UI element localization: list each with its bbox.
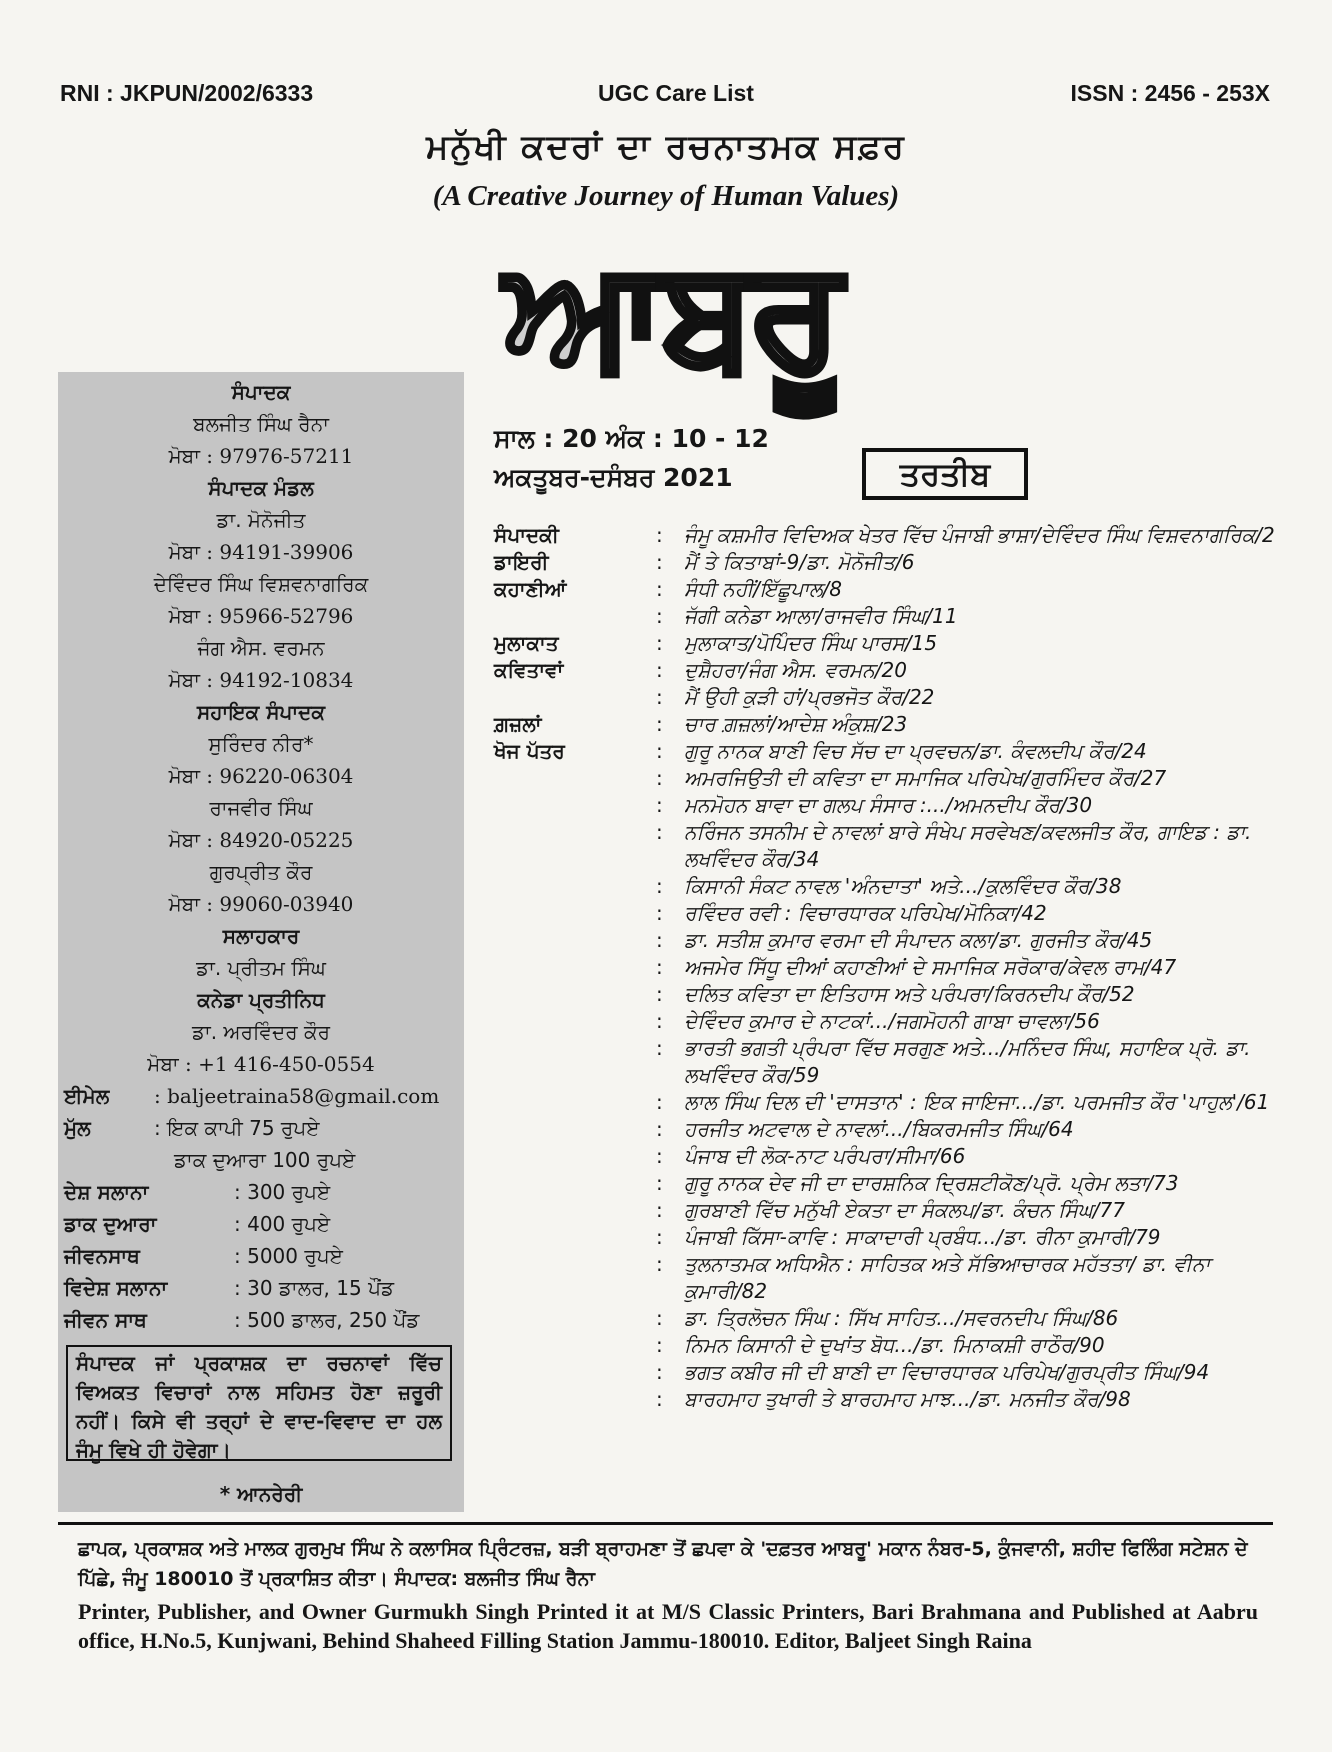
toc-separator: : [656,658,663,682]
toc-separator: : [656,928,663,952]
board-role: ਸੰਪਾਦਕ ਮੰਡਲ [208,476,314,500]
toc-separator: : [656,1360,663,1384]
toc-entry [494,1386,1294,1413]
toc-entry [494,1035,1294,1089]
toc-entry [494,684,1294,711]
toc-item-text: ਬਾਰਹਮਾਹ ਤੁਖਾਰੀ ਤੇ ਬਾਰਹਮਾਹ ਮਾਝ.../ਡਾ. ਮਨਜੀਤ ਕੌਰ/98 [684,1387,1131,1411]
toc-item-text: ਪੰਜਾਬ ਦੀ ਲੋਕ-ਨਾਟ ਪਰੰਪਰਾ/ਸੀਮਾ/66 [684,1144,966,1168]
toc-entry [494,1197,1294,1224]
toc-item-text: ਪੰਜਾਬੀ ਕਿੱਸਾ-ਕਾਵਿ : ਸਾਕਾਦਾਰੀ ਪ੍ਰਬੰਧ.../ਡਾ. ਰੀਨਾ ਕੁਮਾਰੀ/79 [684,1225,1161,1249]
toc-item-text: ਮਨਮੋਹਨ ਬਾਵਾ ਦਾ ਗਲਪ ਸੰਸਾਰ :.../ਅਮਨਦੀਪ ਕੌਰ/30 [684,793,1093,817]
toc-entry [494,1170,1294,1197]
subscription-row [64,1212,330,1236]
toc-item-text: ਚਾਰ ਗ਼ਜ਼ਲਾਂ/ਆਦੇਸ਼ ਅੰਕੁਸ਼/23 [684,712,908,736]
toc-section: ਗ਼ਜ਼ਲਾਂ [494,712,542,736]
toc-entry [494,765,1294,792]
toc-entry [494,954,1294,981]
toc-entry [494,549,1294,576]
toc-entry [494,711,1294,738]
toc-separator: : [656,820,663,844]
assistant-editor-phone: ਮੋਬਾ : 84920-05225 [168,828,354,852]
email-row [64,1084,439,1108]
board-member-phone: ਮੋਬਾ : 95966-52796 [168,604,354,628]
toc-separator: : [656,685,663,709]
toc-separator: : [656,955,663,979]
toc-entry [494,1143,1294,1170]
subscription-value: : 500 ਡਾਲਰ, 250 ਪੌਂਡ [234,1308,420,1332]
english-tagline: (A Creative Journey of Human Values) [432,180,900,212]
toc-separator: : [656,1117,663,1141]
toc-separator: : [656,1144,663,1168]
price-row [64,1116,320,1140]
toc-entry [494,657,1294,684]
toc-item-text: ਦੁਸ਼ੈਹਰਾ/ਜੰਗ ਐਸ. ਵਰਮਨ/20 [684,658,907,682]
toc-separator: : [656,793,663,817]
toc-item-text: ਗੁਰਬਾਣੀ ਵਿੱਚ ਮਨੁੱਖੀ ਏਕਤਾ ਦਾ ਸੰਕਲਪ/ਡਾ. ਕੰਚਨ ਸਿੰਘ/77 [684,1198,1125,1222]
toc-item-text: ਤੁਲਨਾਤਮਕ ਅਧਿਐਨ : ਸਾਹਿਤਕ ਅਤੇ ਸੱਭਿਆਚਾਰਕ ਮਹੱਤਤਾ/ ਡਾ. ਵੀਨਾ ਕੁਮਾਰੀ/82 [684,1252,1211,1303]
assistant-editor-name: ਗੁਰਪ੍ਰੀਤ ਕੌਰ [209,860,313,884]
toc-item-text: ਡਾ. ਸਤੀਸ਼ ਕੁਮਾਰ ਵਰਮਾ ਦੀ ਸੰਪਾਦਨ ਕਲਾ/ਡਾ. ਗੁਰਜੀਤ ਕੌਰ/45 [684,928,1153,952]
subscription-value: : 400 ਰੁਪਏ [234,1212,331,1236]
toc-item-text: ਭਗਤ ਕਬੀਰ ਜੀ ਦੀ ਬਾਣੀ ਦਾ ਵਿਚਾਰਧਾਰਕ ਪਰਿਪੇਖ/ਗੁਰਪ੍ਰੀਤ ਸਿੰਘ/94 [684,1360,1210,1384]
toc-separator: : [656,1009,663,1033]
toc-section: ਸੰਪਾਦਕੀ [494,523,559,547]
contents-heading: ਤਰਤੀਬ [862,448,1028,500]
board-member-name: ਜੰਗ ਐਸ. ਵਰਮਨ [197,636,325,660]
assistant-editor-name: ਸੁਰਿੰਦਰ ਨੀਰ* [208,732,314,756]
toc-separator: : [656,1198,663,1222]
price-label: ਮੁੱਲ [64,1116,91,1140]
toc-entry [494,900,1294,927]
editor-role: ਸੰਪਾਦਕ [231,380,291,404]
toc-item-text: ਅਮਰਜਿਉਤੀ ਦੀ ਕਵਿਤਾ ਦਾ ਸਮਾਜਿਕ ਪਰਿਪੇਖ/ਗੁਰਮਿੰਦਰ ਕੌਰ/27 [684,766,1167,790]
toc-separator: : [656,1225,663,1249]
toc-entry [494,1008,1294,1035]
toc-entry [494,927,1294,954]
editor-name: ਬਲਜੀਤ ਸਿੰਘ ਰੈਨਾ [193,412,329,436]
subscription-row [64,1308,419,1332]
board-member-phone: ਮੋਬਾ : 94191-39906 [168,540,354,564]
table-of-contents [494,522,1294,1413]
toc-entry [494,981,1294,1008]
subscription-label: ਵਿਦੇਸ਼ ਸਲਾਨਾ [64,1276,168,1300]
toc-entry [494,873,1294,900]
toc-separator: : [656,523,663,547]
subscription-value: : 30 ਡਾਲਰ, 15 ਪੌਂਡ [234,1276,394,1300]
toc-item-text: ਨਰਿੰਜਨ ਤਸਨੀਮ ਦੇ ਨਾਵਲਾਂ ਬਾਰੇ ਸੰਖੇਪ ਸਰਵੇਖਣ/ਕਵਲਜੀਤ ਕੌਰ, ਗਾਇਡ : ਡਾ. ਲਖਵਿੰਦਰ ਕੌਰ/34 [684,820,1252,871]
toc-item-text: ਹਰਜੀਤ ਅਟਵਾਲ ਦੇ ਨਾਵਲਾਂ.../ਬਿਕਰਮਜੀਤ ਸਿੰਘ/64 [684,1117,1074,1141]
toc-separator: : [656,1252,663,1276]
toc-separator: : [656,550,663,574]
assistant-editor-phone: ਮੋਬਾ : 96220-06304 [168,764,354,788]
journal-masthead-logo: ਆਬਰੂ [504,228,836,402]
toc-section: ਮੁਲਾਕਾਤ [494,631,559,655]
toc-item-text: ਦੇਵਿੰਦਰ ਕੁਮਾਰ ਦੇ ਨਾਟਕਾਂ.../ਜਗਮੋਹਨੀ ਗਾਬਾ ਚਾਵਲਾ/56 [684,1009,1100,1033]
toc-separator: : [656,901,663,925]
board-member-name: ਦੇਵਿੰਦਰ ਸਿੰਘ ਵਿਸ਼ਵਨਾਗਰਿਕ [153,572,369,596]
toc-item-text: ਲਾਲ ਸਿੰਘ ਦਿਲ ਦੀ 'ਦਾਸਤਾਨ' : ਇਕ ਜਾਇਜਾ.../ਡਾ. ਪਰਮਜੀਤ ਕੌਰ 'ਪਾਹੁਲ'/61 [684,1090,1270,1114]
price-post: ਡਾਕ ਦੁਆਰਾ 100 ਰੁਪਏ [174,1148,356,1172]
subscription-label: ਦੇਸ਼ ਸਲਾਨਾ [64,1180,149,1204]
toc-entry [494,576,1294,603]
issue-date: ਅਕਤੂਬਰ-ਦਸੰਬਰ 2021 [494,463,733,492]
toc-item-text: ਜੱਗੀ ਕਨੇਡਾ ਆਲਾ/ਰਾਜਵੀਰ ਸਿੰਘ/11 [684,604,958,628]
subscription-label: ਡਾਕ ਦੁਆਰਾ [64,1212,157,1236]
toc-separator: : [656,1387,663,1411]
toc-item-text: ਗੁਰੂ ਨਾਨਕ ਬਾਣੀ ਵਿਚ ਸੱਚ ਦਾ ਪ੍ਰਵਚਨ/ਡਾ. ਕੰਵਲਦੀਪ ਕੌਰ/24 [684,739,1147,763]
toc-item-text: ਗੁਰੂ ਨਾਨਕ ਦੇਵ ਜੀ ਦਾ ਦਾਰਸ਼ਨਿਕ ਦ੍ਰਿਸ਼ਟੀਕੋਣ/ਪ੍ਰੋ. ਪ੍ਰੇਮ ਲਤਾ/73 [684,1171,1179,1195]
canada-representative-role: ਕਨੇਡਾ ਪ੍ਰਤੀਨਿਧ [197,988,325,1012]
toc-separator: : [656,1306,663,1330]
toc-section: ਕਵਿਤਾਵਾਂ [494,658,564,682]
toc-entry [494,1251,1294,1305]
toc-item-text: ਸੰਧੀ ਨਹੀਂ/ਇੱਛੂਪਾਲ/8 [684,577,842,601]
toc-separator: : [656,712,663,736]
toc-entry [494,1305,1294,1332]
toc-item-text: ਮੈਂ ਉਹੀ ਕੁੜੀ ਹਾਂ/ਪ੍ਰਭਜੋਤ ਕੌਰ/22 [684,685,935,709]
toc-separator: : [656,874,663,898]
toc-separator: : [656,1090,663,1114]
canada-representative-name: ਡਾ. ਅਰਵਿੰਦਰ ਕੌਰ [191,1020,331,1044]
issn-number: ISSN : 2456 - 253X [1070,80,1270,106]
toc-entry [494,1089,1294,1116]
toc-section: ਖੋਜ ਪੱਤਰ [494,739,565,763]
punjabi-tagline: ਮਨੁੱਖੀ ਕਦਰਾਂ ਦਾ ਰਚਨਾਤਮਕ ਸਫ਼ਰ [426,127,906,167]
advisor-role: ਸਲਾਹਕਾਰ [222,924,300,948]
toc-entry [494,1332,1294,1359]
toc-section: ਕਹਾਣੀਆਂ [494,577,567,601]
price-value: : ਇਕ ਕਾਪੀ 75 ਰੁਪਏ [154,1116,320,1140]
toc-entry [494,819,1294,873]
toc-separator: : [656,766,663,790]
toc-item-text: ਨਿਮਨ ਕਿਸਾਨੀ ਦੇ ਦੁਖਾਂਤ ਬੋਧ.../ਡਾ. ਮਿਨਾਕਸ਼ੀ ਰਾਠੌਰ/90 [684,1333,1105,1357]
email-label: ਈਮੇਲ [64,1084,110,1108]
subscription-label: ਜੀਵਨਸਾਥ [64,1244,140,1268]
toc-item-text: ਜੰਮੂ ਕਸ਼ਮੀਰ ਵਿਦਿਅਕ ਖੇਤਰ ਵਿੱਚ ਪੰਜਾਬੀ ਭਾਸ਼ਾ/ਦੇਵਿੰਦਰ ਸਿੰਘ ਵਿਸ਼ਵਨਾਗਰਿਕ/2 [684,523,1275,547]
subscription-row [64,1244,343,1268]
toc-entry [494,1224,1294,1251]
subscription-row [64,1276,394,1300]
toc-item-text: ਕਿਸਾਨੀ ਸੰਕਟ ਨਾਵਲ 'ਅੰਨਦਾਤਾ' ਅਤੇ.../ਕੁਲਵਿੰਦਰ ਕੌਰ/38 [684,874,1122,898]
toc-item-text: ਮੈਂ ਤੇ ਕਿਤਾਬਾਂ-9/ਡਾ. ਮੋਨੋਜੀਤ/6 [684,550,915,574]
toc-item-text: ਡਾ. ਤ੍ਰਿਲੋਚਨ ਸਿੰਘ : ਸਿੱਖ ਸਾਹਿਤ.../ਸਵਰਨਦੀਪ ਸਿੰਘ/86 [684,1306,1119,1330]
toc-separator: : [656,577,663,601]
toc-entry [494,603,1294,630]
assistant-editor-phone: ਮੋਬਾ : 99060-03940 [168,892,354,916]
toc-separator: : [656,1171,663,1195]
toc-separator: : [656,604,663,628]
volume-issue: ਸਾਲ : 20 ਅੰਕ : 10 - 12 [494,424,769,453]
toc-item-text: ਭਾਰਤੀ ਭਗਤੀ ਪ੍ਰੰਪਰਾ ਵਿੱਚ ਸਰਗੁਣ ਅਤੇ.../ਮਨਿੰਦਰ ਸਿੰਘ, ਸਹਾਇਕ ਪ੍ਰੋ. ਡਾ. ਲਖਵਿੰਦਰ ਕੌਰ/59 [684,1036,1251,1087]
toc-item-text: ਮੁਲਾਕਾਤ/ਪੋਪਿੰਦਰ ਸਿੰਘ ਪਾਰਸ/15 [684,631,938,655]
subscription-value: : 300 ਰੁਪਏ [234,1180,331,1204]
toc-entry [494,1359,1294,1386]
editor-phone: ਮੋਬਾ : 97976-57211 [168,444,354,468]
toc-separator: : [656,1333,663,1357]
toc-separator: : [656,739,663,763]
assistant-editor-role: ਸਹਾਇਕ ਸੰਪਾਦਕ [196,700,326,724]
assistant-editor-name: ਰਾਜਵੀਰ ਸਿੰਘ [209,796,313,820]
honorary-note: * ਆਨਰੇਰੀ [219,1482,303,1506]
toc-separator: : [656,982,663,1006]
subscription-row [64,1180,330,1204]
email-value: : baljeetraina58@gmail.com [154,1084,440,1108]
toc-separator: : [656,1036,663,1060]
toc-separator: : [656,631,663,655]
advisor-name: ਡਾ. ਪ੍ਰੀਤਮ ਸਿੰਘ [196,956,326,980]
rni-number: RNI : JKPUN/2002/6333 [60,80,314,106]
toc-item-text: ਅਜਮੇਰ ਸਿੱਧੂ ਦੀਆਂ ਕਹਾਣੀਆਂ ਦੇ ਸਮਾਜਿਕ ਸਰੋਕਾਰ/ਕੇਵਲ ਰਾਮ/47 [684,955,1177,979]
board-member-phone: ਮੋਬਾ : 94192-10834 [168,668,354,692]
subscription-label: ਜੀਵਨ ਸਾਥ [64,1308,147,1332]
canada-representative-phone: ਮੋਬਾ : +1 416-450-0554 [147,1052,375,1076]
imprint-english: Printer, Publisher, and Owner Gurmukh Singh Printed it at M/S Classic Printers, Bari Brahmana and Published at Aabru office, H.No.5, Kunjwani, Behind Shaheed Filling Station Jammu-180010. Editor, Baljeet Singh Raina [78,1599,1258,1653]
toc-entry [494,522,1294,549]
editorial-sidebar [58,372,464,1512]
toc-entry [494,738,1294,765]
subscription-value: : 5000 ਰੁਪਏ [234,1244,343,1268]
imprint-punjabi: ਛਾਪਕ, ਪ੍ਰਕਾਸ਼ਕ ਅਤੇ ਮਾਲਕ ਗੁਰਮੁਖ ਸਿੰਘ ਨੇ ਕਲਾਸਿਕ ਪ੍ਰਿੰਟਰਜ਼, ਬੜੀ ਬ੍ਰਾਹਮਣਾ ਤੋਂ ਛਪਵਾ ਕੇ 'ਦਫ਼ਤਰ ਆਬਰੂ' ਮਕਾਨ ਨੰਬਰ-5, ਕੁੰਜਵਾਨੀ, ਸ਼ਹੀਦ ਫਿਲਿੰਗ ਸਟੇਸ਼ਨ ਦੇ ਪਿੱਛੇ, ਜੰਮੂ 180010 ਤੋਂ ਪ੍ਰਕਾਸ਼ਿਤ ਕੀਤਾ। ਸੰਪਾਦਕ: ਬਲਜੀਤ ਸਿੰਘ ਰੈਨਾ [78,1538,1248,1590]
toc-entry [494,792,1294,819]
toc-entry [494,630,1294,657]
toc-item-text: ਦਲਿਤ ਕਵਿਤਾ ਦਾ ਇਤਿਹਾਸ ਅਤੇ ਪਰੰਪਰਾ/ਕਿਰਨਦੀਪ ਕੌਰ/52 [684,982,1135,1006]
footer-divider [58,1522,1273,1525]
toc-section: ਡਾਇਰੀ [494,550,549,574]
ugc-care-label: UGC Care List [598,80,754,106]
board-member-name: ਡਾ. ਮੋਨੋਜੀਤ [216,508,306,532]
toc-item-text: ਰਵਿੰਦਰ ਰਵੀ : ਵਿਚਾਰਧਾਰਕ ਪਰਿਪੇਖ/ਮੋਨਿਕਾ/42 [684,901,1047,925]
disclaimer-box: ਸੰਪਾਦਕ ਜਾਂ ਪ੍ਰਕਾਸ਼ਕ ਦਾ ਰਚਨਾਵਾਂ ਵਿੱਚ ਵਿਅਕਤ ਵਿਚਾਰਾਂ ਨਾਲ ਸਹਿਮਤ ਹੋਣਾ ਜ਼ਰੂਰੀ ਨਹੀਂ। ਕਿਸੇ ਵੀ ਤਰ੍ਹਾਂ ਦੇ ਵਾਦ-ਵਿਵਾਦ ਦਾ ਹਲ ਜੰਮੂ ਵਿਖੇ ਹੀ ਹੋਵੇਗਾ। [66,1345,452,1461]
toc-entry [494,1116,1294,1143]
